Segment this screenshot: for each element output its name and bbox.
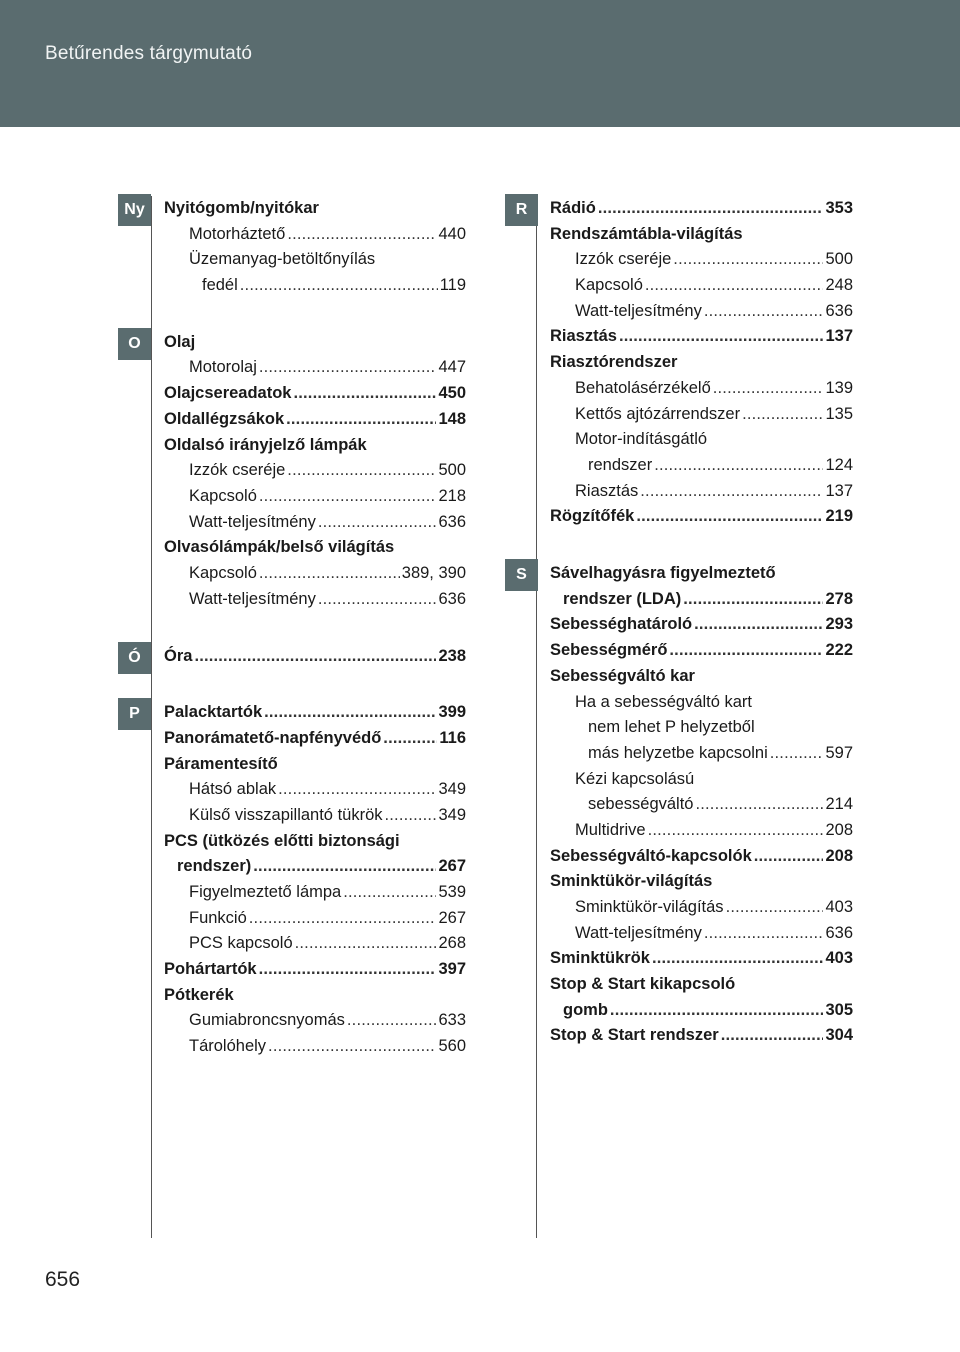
entry-page: 500 xyxy=(438,461,466,480)
index-entry xyxy=(550,715,853,741)
entry-page: 440 xyxy=(438,224,466,243)
entry-term: Olajcsereadatok xyxy=(164,384,292,403)
index-entry xyxy=(550,972,853,998)
entry-term: rendszer (LDA) xyxy=(563,589,682,608)
entry-page: 278 xyxy=(825,589,853,608)
index-entry xyxy=(164,726,466,752)
index-entry xyxy=(164,355,466,381)
leader-dots xyxy=(287,222,436,248)
index-entry xyxy=(550,561,853,587)
entry-term: Pótkerék xyxy=(164,985,234,1004)
leader-dots xyxy=(683,587,823,613)
leader-dots xyxy=(754,844,824,870)
entry-page: 135 xyxy=(825,404,853,423)
entry-term: Watt-teljesítmény xyxy=(189,512,316,531)
index-entry xyxy=(550,844,853,870)
entry-page: 403 xyxy=(825,949,853,968)
leader-dots xyxy=(669,638,823,664)
index-section xyxy=(164,196,466,299)
entry-term: Stop & Start rendszer xyxy=(550,1026,719,1045)
index-entry xyxy=(550,324,853,350)
index-entry xyxy=(164,433,466,459)
index-entry xyxy=(164,777,466,803)
index-entry xyxy=(550,273,853,299)
entry-term: Riasztórendszer xyxy=(550,353,678,372)
entry-term: Motorháztető xyxy=(189,224,286,243)
entry-page: 137 xyxy=(825,327,853,346)
leader-dots xyxy=(645,273,824,299)
letter-tab: S xyxy=(505,559,538,591)
index-entry xyxy=(164,931,466,957)
index-entry xyxy=(550,818,853,844)
index-entry xyxy=(550,299,853,325)
entry-page: 124 xyxy=(825,455,853,474)
leader-dots xyxy=(726,895,824,921)
leader-dots xyxy=(268,1034,436,1060)
entry-term: Tárolóhely xyxy=(189,1037,267,1056)
index-entry xyxy=(164,957,466,983)
leader-dots xyxy=(259,561,400,587)
leader-dots xyxy=(343,880,436,906)
index-entry xyxy=(164,407,466,433)
entry-term: gomb xyxy=(563,1000,608,1019)
index-entry xyxy=(164,273,466,299)
index-entry xyxy=(550,196,853,222)
entry-term: Üzemanyag-betöltőnyílás xyxy=(189,250,376,269)
entry-page: 403 xyxy=(825,898,853,917)
index-entry xyxy=(550,222,853,248)
letter-tab: R xyxy=(505,194,538,226)
entry-page: 214 xyxy=(825,795,853,814)
entry-page: 399 xyxy=(438,703,466,722)
entry-term: Multidrive xyxy=(575,820,646,839)
index-entry xyxy=(164,458,466,484)
index-entry xyxy=(164,247,466,273)
entry-page: 208 xyxy=(825,820,853,839)
index-entry xyxy=(164,644,466,670)
entry-page: 560 xyxy=(438,1037,466,1056)
leader-dots xyxy=(383,726,437,752)
page-header xyxy=(0,0,960,127)
index-entry xyxy=(550,350,853,376)
entry-term: rendszer) xyxy=(177,857,252,876)
entry-term: Funkció xyxy=(189,908,247,927)
entry-term: Stop & Start kikapcsoló xyxy=(550,975,736,994)
leader-dots xyxy=(318,587,437,613)
entry-page: 500 xyxy=(825,250,853,269)
leader-dots xyxy=(278,777,436,803)
leader-dots xyxy=(264,700,436,726)
entry-term: Figyelmeztető lámpa xyxy=(189,883,342,901)
leader-dots xyxy=(318,510,437,536)
leader-dots xyxy=(704,921,824,947)
leader-dots xyxy=(249,906,437,932)
entry-page: 116 xyxy=(439,728,466,747)
entry-term: Pohártartók xyxy=(164,960,257,979)
entry-term: Nyitógomb/nyitókar xyxy=(164,199,319,217)
entry-page: 636 xyxy=(825,301,853,320)
index-entry xyxy=(164,1034,466,1060)
entry-term: Oldallégzsákok xyxy=(164,409,285,428)
leader-dots xyxy=(259,484,437,510)
leader-dots xyxy=(696,792,824,818)
index-entry xyxy=(164,1008,466,1034)
index-entry xyxy=(550,612,853,638)
letter-tab: O xyxy=(118,328,151,360)
leader-dots xyxy=(654,453,823,479)
index-entry xyxy=(550,504,853,530)
leader-dots xyxy=(742,402,823,428)
index-entry xyxy=(550,376,853,402)
entry-term: Ha a sebességváltó kart xyxy=(575,692,753,711)
entry-term: Panorámatető-napfényvédő xyxy=(164,728,382,747)
entry-page: 267 xyxy=(438,857,466,876)
index-entry xyxy=(164,484,466,510)
entry-page: 137 xyxy=(825,481,853,500)
leader-dots xyxy=(253,854,436,880)
entry-term: sebességváltó xyxy=(588,795,694,814)
entry-page: 353 xyxy=(825,199,853,217)
letter-tab: Ó xyxy=(118,642,151,674)
entry-term: fedél xyxy=(202,276,238,295)
index-entry xyxy=(164,803,466,829)
entry-term: PCS kapcsoló xyxy=(189,934,293,953)
leader-dots xyxy=(673,247,823,273)
entry-term: Kettős ajtózárrendszer xyxy=(575,404,741,423)
index-entry xyxy=(550,895,853,921)
index-entry xyxy=(550,869,853,895)
entry-page: 139 xyxy=(825,378,853,397)
leader-dots xyxy=(286,407,436,433)
index-entry xyxy=(164,381,466,407)
entry-term: Riasztás xyxy=(550,327,617,346)
entry-page: 238 xyxy=(438,646,466,665)
entry-term: Rádió xyxy=(550,199,596,217)
entry-term: Rögzítőfék xyxy=(550,507,635,526)
entry-term: Watt-teljesítmény xyxy=(575,301,702,320)
entry-page: 349 xyxy=(438,805,466,824)
leader-dots xyxy=(287,458,436,484)
right-column-rule xyxy=(536,196,537,1238)
leader-dots xyxy=(694,612,823,638)
left-column-rule xyxy=(151,196,152,1238)
entry-term: Kapcsoló xyxy=(189,563,257,582)
entry-page: 219 xyxy=(825,507,853,526)
entry-term: Külső visszapillantó tükrök xyxy=(189,805,383,824)
leader-dots xyxy=(259,957,437,983)
index-entry xyxy=(164,880,466,906)
entry-term: Rendszámtábla-világítás xyxy=(550,224,743,243)
index-entry xyxy=(550,741,853,767)
entry-term: Watt-teljesítmény xyxy=(189,589,316,608)
leader-dots xyxy=(295,931,437,957)
index-section xyxy=(164,330,466,613)
entry-page: 148 xyxy=(438,409,466,428)
leader-dots xyxy=(598,196,824,222)
entry-page: 597 xyxy=(825,743,853,762)
entry-page: 119 xyxy=(439,276,466,295)
leader-dots xyxy=(259,355,437,381)
index-entry xyxy=(550,479,853,505)
entry-page: 268 xyxy=(438,934,466,953)
index-entry xyxy=(550,690,853,716)
entry-page: 447 xyxy=(438,358,466,377)
leader-dots xyxy=(294,381,437,407)
entry-term: Palacktartók xyxy=(164,703,263,722)
index-entry xyxy=(164,829,466,855)
index-entry xyxy=(550,767,853,793)
entry-term: Olvasólámpák/belső világítás xyxy=(164,538,395,557)
index-entry xyxy=(164,222,466,248)
entry-term: rendszer xyxy=(588,455,653,474)
entry-page: 293 xyxy=(825,615,853,634)
entry-term: Sebességváltó-kapcsolók xyxy=(550,846,752,865)
entry-term: Sminktükrök xyxy=(550,949,650,968)
letter-tab: Ny xyxy=(118,194,151,226)
entry-term: nem lehet P helyzetből xyxy=(588,718,755,737)
index-entry xyxy=(550,427,853,453)
index-entry xyxy=(164,587,466,613)
leader-dots xyxy=(385,803,437,829)
entry-term: Páramentesítő xyxy=(164,754,278,773)
header-title: Betűrendes tárgymutató xyxy=(45,43,253,64)
entry-page: 267 xyxy=(438,908,466,927)
index-entry xyxy=(550,998,853,1024)
entry-page: 636 xyxy=(438,512,466,531)
index-entry xyxy=(164,510,466,536)
leader-dots xyxy=(347,1008,437,1034)
index-entry xyxy=(550,946,853,972)
entry-term: Kapcsoló xyxy=(189,486,257,505)
index-entry xyxy=(164,700,466,726)
leader-dots xyxy=(770,741,824,767)
entry-term: Hátsó ablak xyxy=(189,780,277,799)
leader-dots xyxy=(194,644,436,670)
index-entry xyxy=(550,1023,853,1049)
entry-term: Izzók cseréje xyxy=(189,461,286,480)
entry-term: Izzók cseréje xyxy=(575,250,672,269)
leader-dots xyxy=(648,818,824,844)
index-entry xyxy=(164,330,466,356)
entry-term: Kézi kapcsolású xyxy=(575,769,695,788)
index-entry xyxy=(550,664,853,690)
entry-page: 222 xyxy=(825,641,853,660)
leader-dots xyxy=(619,324,824,350)
leader-dots xyxy=(636,504,823,530)
index-entry xyxy=(164,535,466,561)
entry-term: Sminktükör-világítás xyxy=(575,898,724,917)
index-entry xyxy=(550,792,853,818)
index-entry xyxy=(550,638,853,664)
index-section xyxy=(550,561,853,1049)
entry-term: Sminktükör-világítás xyxy=(550,872,713,891)
entry-page: 539 xyxy=(438,883,466,901)
entry-page: 636 xyxy=(825,923,853,942)
entry-page: 397 xyxy=(438,960,466,979)
index-entry xyxy=(164,561,466,587)
entry-page: 248 xyxy=(825,276,853,295)
entry-page: 208 xyxy=(825,846,853,865)
entry-term: Sebességmérő xyxy=(550,641,668,660)
entry-page: 304 xyxy=(825,1026,853,1045)
index-entry xyxy=(550,587,853,613)
entry-term: Olaj xyxy=(164,332,196,351)
index-section xyxy=(164,700,466,1060)
letter-tab: P xyxy=(118,698,151,730)
index-entry xyxy=(550,247,853,273)
entry-page: 450 xyxy=(438,384,466,403)
entry-page: 636 xyxy=(438,589,466,608)
entry-term: Sebességhatároló xyxy=(550,615,693,634)
index-entry xyxy=(550,402,853,428)
entry-page: 349 xyxy=(438,780,466,799)
entry-term: Behatolásérzékelő xyxy=(575,378,711,397)
entry-term: Sávelhagyásra figyelmeztető xyxy=(550,564,776,583)
index-entry xyxy=(550,921,853,947)
entry-term: más helyzetbe kapcsolni xyxy=(588,743,768,762)
entry-term: Sebességváltó kar xyxy=(550,666,695,685)
index-entry xyxy=(164,752,466,778)
entry-term: Gumiabroncsnyomás xyxy=(189,1011,345,1030)
entry-term: Motorolaj xyxy=(189,358,257,377)
index-entry xyxy=(164,854,466,880)
leader-dots xyxy=(713,376,824,402)
entry-term: Motor-indításgátló xyxy=(575,430,708,449)
leader-dots xyxy=(704,299,824,325)
leader-dots xyxy=(240,273,438,299)
entry-page: 218 xyxy=(438,486,466,505)
entry-page: 389, 390 xyxy=(401,563,466,582)
index-entry xyxy=(164,906,466,932)
leader-dots xyxy=(652,946,824,972)
entry-term: Watt-teljesítmény xyxy=(575,923,702,942)
index-section xyxy=(164,644,466,670)
index-entry xyxy=(550,453,853,479)
index-entry xyxy=(164,983,466,1009)
entry-term: Óra xyxy=(164,646,193,665)
entry-term: Oldalsó irányjelző lámpák xyxy=(164,435,367,454)
leader-dots xyxy=(721,1023,824,1049)
leader-dots xyxy=(640,479,823,505)
entry-term: Riasztás xyxy=(575,481,639,500)
entry-term: Kapcsoló xyxy=(575,276,643,295)
index-entry xyxy=(164,196,466,222)
page-number: 656 xyxy=(45,1268,81,1291)
index-section xyxy=(550,196,853,530)
entry-term: PCS (ütközés előtti biztonsági xyxy=(164,831,400,850)
leader-dots xyxy=(610,998,824,1024)
entry-page: 305 xyxy=(825,1000,853,1019)
entry-page: 633 xyxy=(438,1011,466,1030)
